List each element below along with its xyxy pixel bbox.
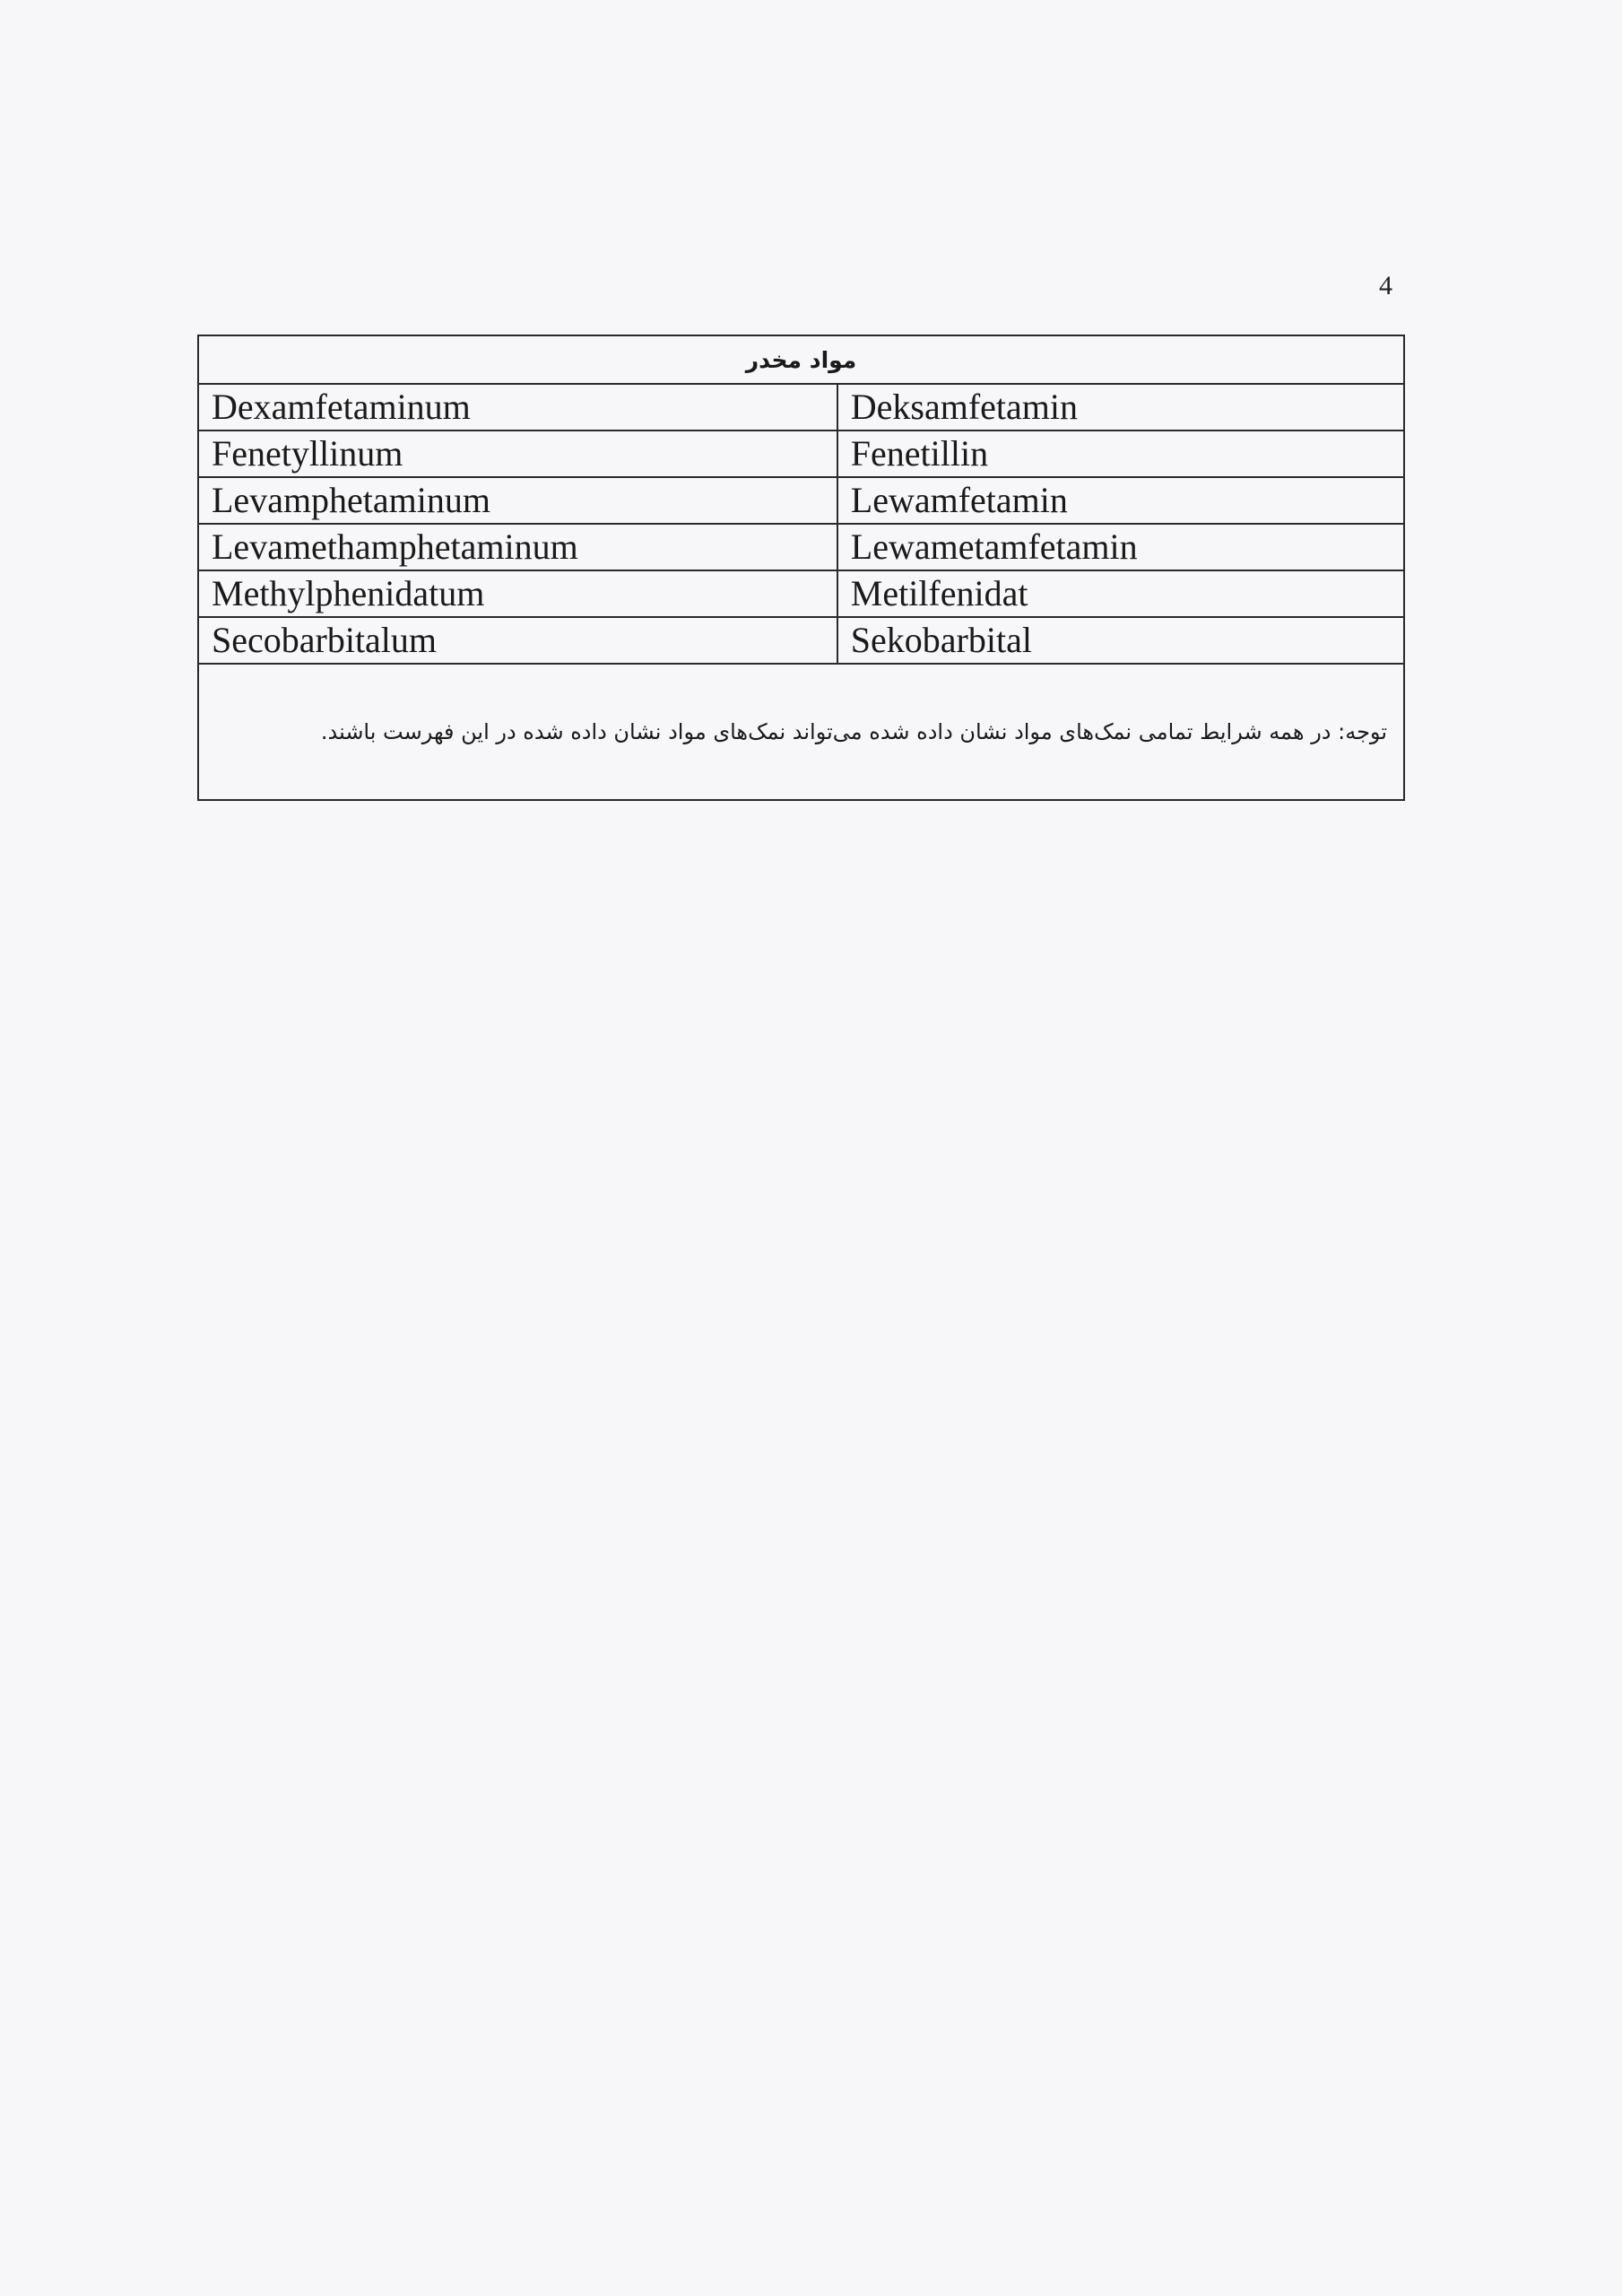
table-row [198, 477, 1404, 524]
latin-name-cell: Methylphenidatum [198, 570, 837, 617]
table-row [198, 430, 1404, 477]
local-name-cell: Lewamfetamin [837, 477, 1404, 524]
table-note: توجه: در همه شرایط تمامی نمک‌های مواد نشان داده شده می‌تواند نمک‌های مواد نشان داده شده در این فهرست باشند. [198, 664, 1404, 800]
latin-name-cell: Dexamfetaminum [198, 384, 837, 430]
local-name-cell: Fenetillin [837, 430, 1404, 477]
local-name-cell: Metilfenidat [837, 570, 1404, 617]
local-name-cell: Deksamfetamin [837, 384, 1404, 430]
latin-name-cell: Levamphetaminum [198, 477, 837, 524]
table-title: مواد مخدر [198, 335, 1404, 384]
table-row [198, 570, 1404, 617]
table-row [198, 524, 1404, 570]
local-name-cell: Lewametamfetamin [837, 524, 1404, 570]
table-row [198, 384, 1404, 430]
latin-name-cell: Secobarbitalum [198, 617, 837, 664]
latin-name-cell: Fenetyllinum [198, 430, 837, 477]
local-name-cell: Sekobarbital [837, 617, 1404, 664]
table-row [198, 617, 1404, 664]
latin-name-cell: Levamethamphetaminum [198, 524, 837, 570]
narcotics-table [197, 335, 1405, 801]
page-number: 4 [1379, 271, 1392, 300]
